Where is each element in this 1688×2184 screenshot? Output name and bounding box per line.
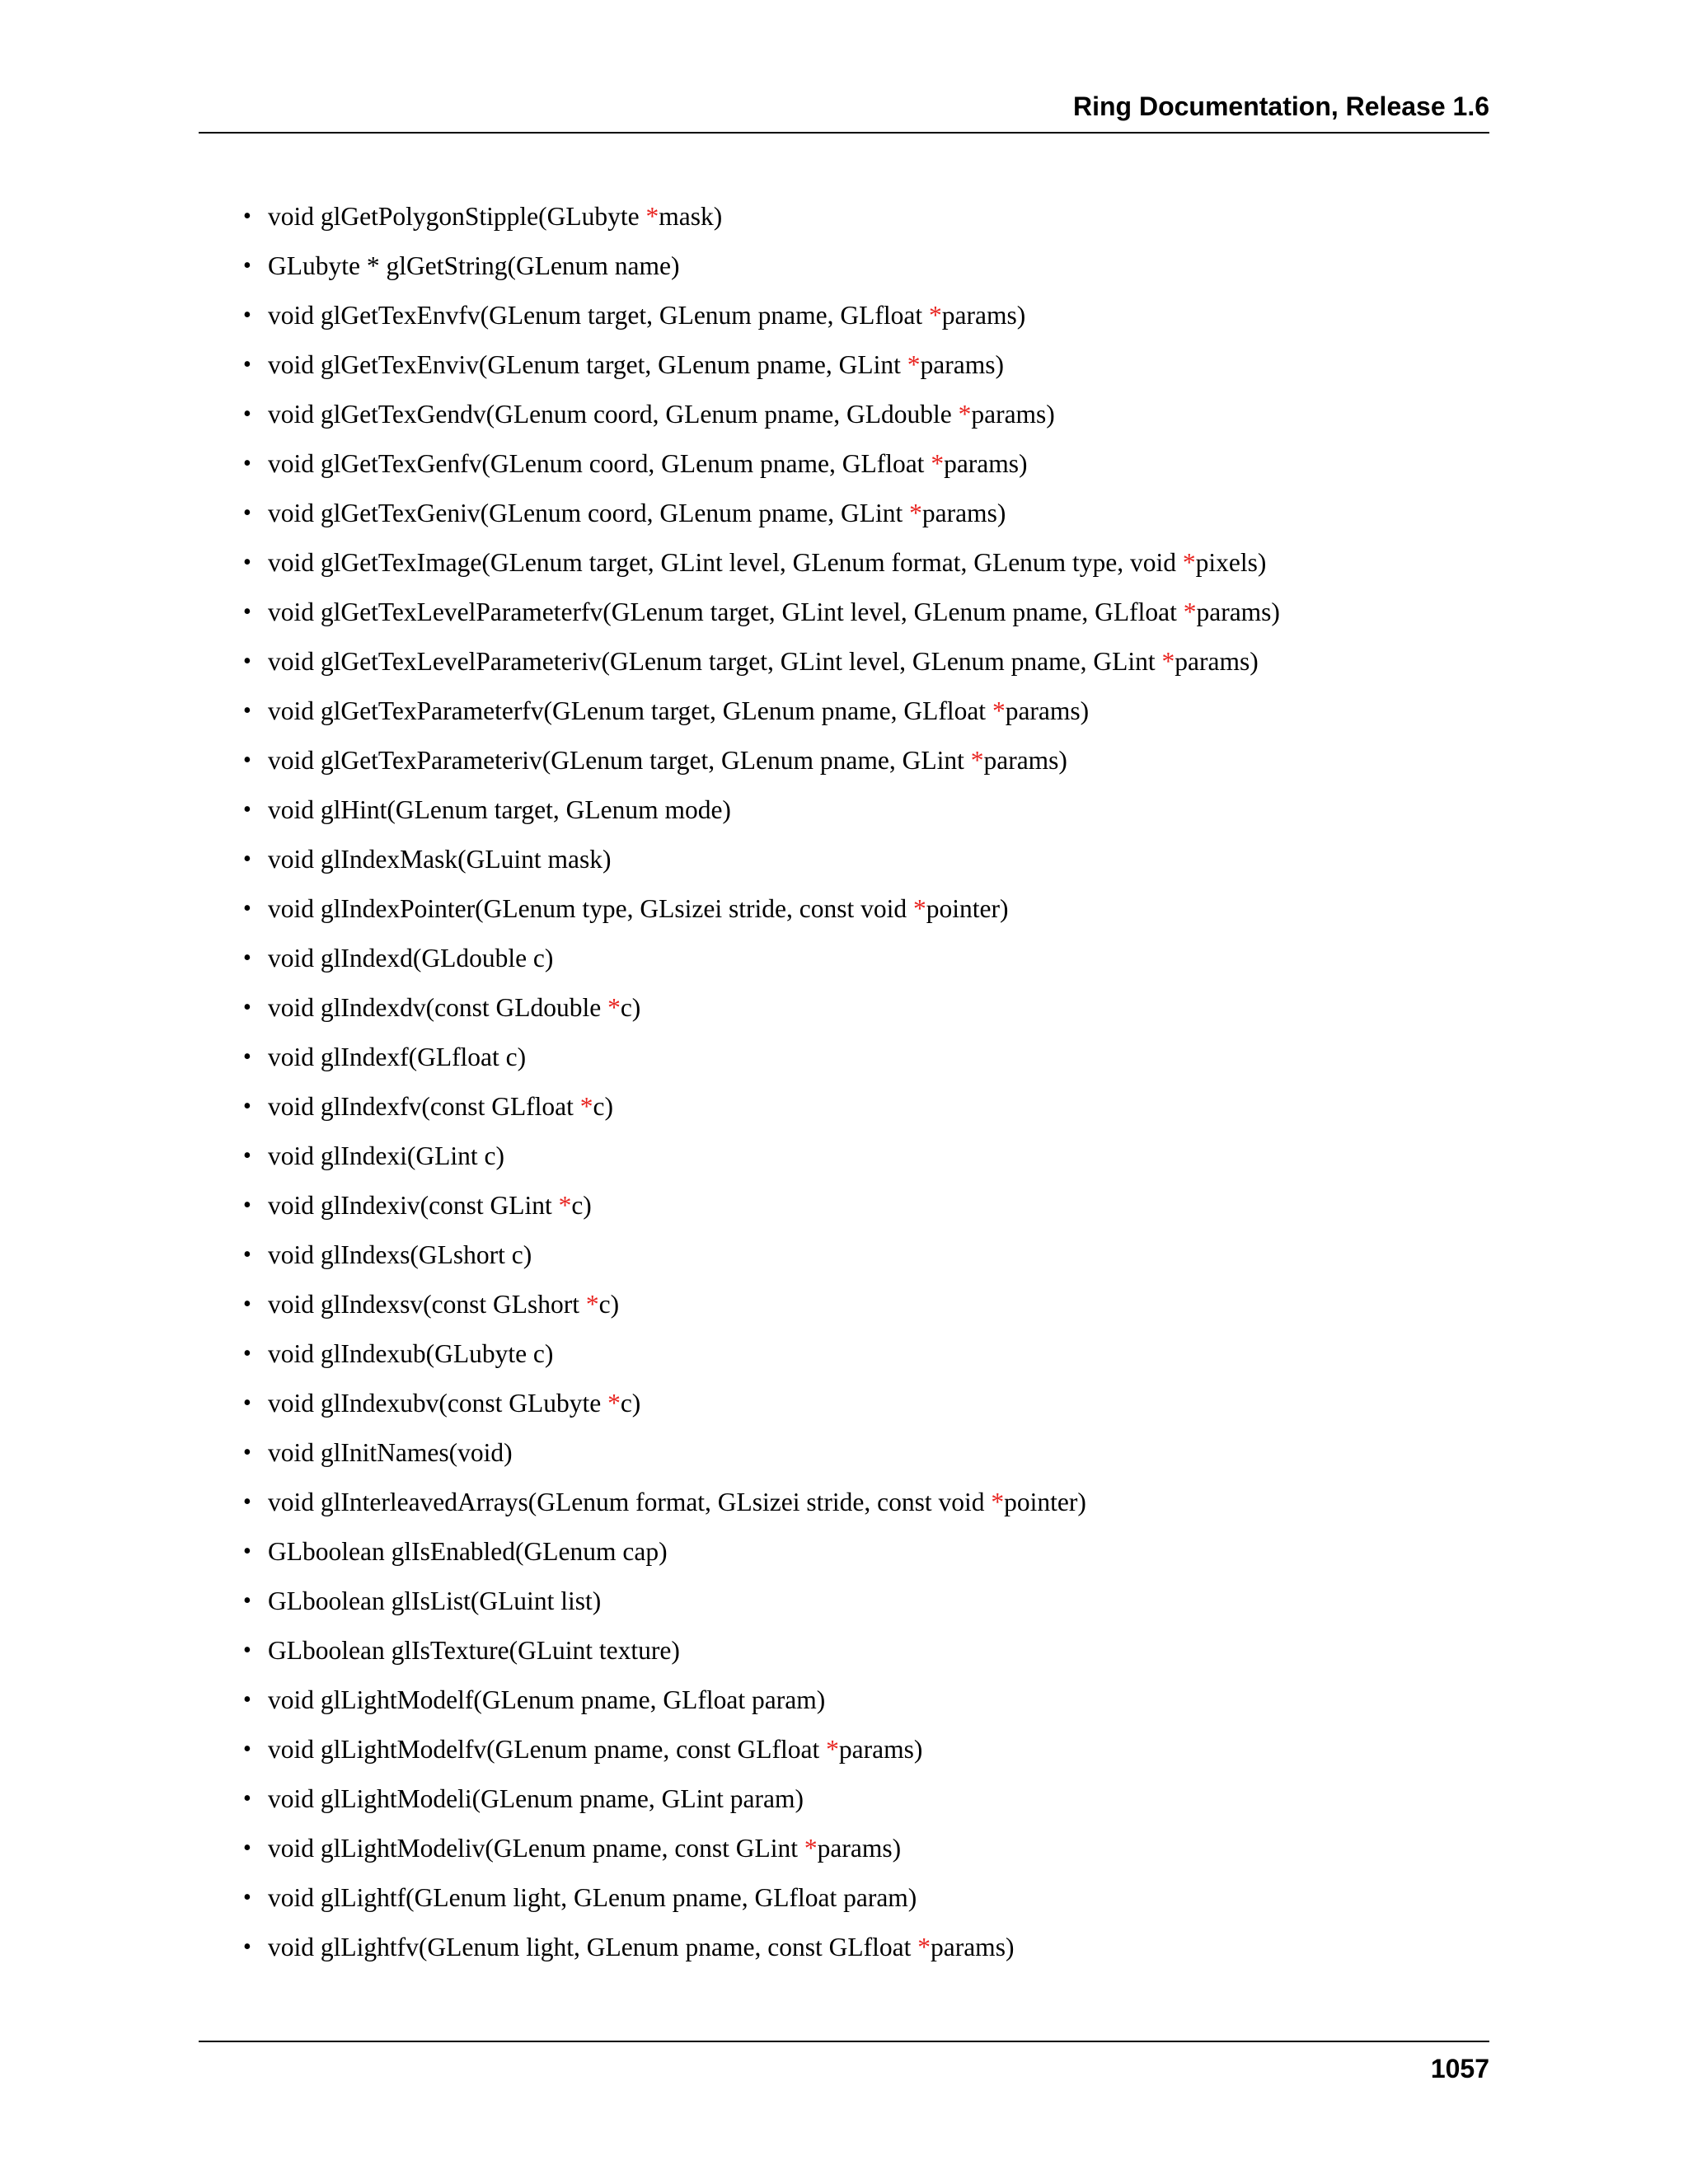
page-header xyxy=(199,91,1489,134)
bullet-icon: • xyxy=(243,1390,251,1416)
list-item xyxy=(243,446,1280,495)
function-parameter: pixels) xyxy=(1195,548,1267,577)
list-item xyxy=(243,1583,1280,1633)
bullet-icon: • xyxy=(243,1044,251,1070)
bullet-icon: • xyxy=(243,1143,251,1169)
page-number: 1057 xyxy=(1430,2054,1489,2083)
function-parameter: params) xyxy=(941,301,1026,330)
function-signature: GLboolean glIsEnabled(GLenum cap) xyxy=(268,1537,668,1566)
function-signature: void glIndexfv(const GLfloat xyxy=(268,1092,580,1121)
list-item xyxy=(243,1534,1280,1583)
bullet-icon: • xyxy=(243,1489,251,1515)
function-signature: void glIndexsv(const GLshort xyxy=(268,1290,586,1319)
pointer-asterisk: * xyxy=(917,1933,931,1961)
function-signature: void glGetTexGendv(GLenum coord, GLenum pname, GLdouble xyxy=(268,400,959,429)
function-parameter: params) xyxy=(944,449,1028,478)
bullet-icon: • xyxy=(243,1291,251,1317)
bullet-icon: • xyxy=(243,995,251,1020)
function-signature: void glLightModeliv(GLenum pname, const GLint xyxy=(268,1834,804,1863)
function-parameter: c) xyxy=(571,1191,592,1220)
bullet-icon: • xyxy=(243,500,251,526)
bullet-icon: • xyxy=(243,1687,251,1713)
bullet-icon: • xyxy=(243,1786,251,1811)
bullet-icon: • xyxy=(243,204,251,229)
list-item xyxy=(243,594,1280,644)
function-signature: GLboolean glIsTexture(GLuint texture) xyxy=(268,1636,680,1665)
list-item xyxy=(243,396,1280,446)
function-parameter: pointer) xyxy=(1004,1488,1086,1516)
function-parameter: c) xyxy=(593,1092,614,1121)
function-parameter: params) xyxy=(930,1933,1015,1961)
bullet-icon: • xyxy=(243,352,251,377)
pointer-asterisk: * xyxy=(585,1290,599,1319)
function-list xyxy=(243,199,1280,1979)
bullet-icon: • xyxy=(243,1588,251,1614)
function-signature: void glLightModelf(GLenum pname, GLfloat param) xyxy=(268,1685,826,1714)
list-item xyxy=(243,1138,1280,1188)
document-title: Ring Documentation, Release 1.6 xyxy=(1072,91,1489,121)
bullet-icon: • xyxy=(243,451,251,476)
function-parameter: params) xyxy=(983,746,1067,775)
function-signature: void glGetPolygonStipple(GLubyte xyxy=(268,202,646,231)
list-item xyxy=(243,248,1280,298)
function-parameter: c) xyxy=(598,1290,620,1319)
list-item xyxy=(243,1435,1280,1484)
pointer-asterisk: * xyxy=(907,350,921,379)
pointer-asterisk: * xyxy=(912,894,926,923)
list-item xyxy=(243,347,1280,396)
bullet-icon: • xyxy=(243,1440,251,1465)
list-item xyxy=(243,990,1280,1039)
bullet-icon: • xyxy=(243,1193,251,1218)
list-item xyxy=(243,1732,1280,1781)
bullet-icon: • xyxy=(243,1094,251,1119)
function-parameter: params) xyxy=(838,1735,923,1764)
function-signature: void glIndexdv(const GLdouble xyxy=(268,993,608,1022)
list-item xyxy=(243,1830,1280,1880)
list-item xyxy=(243,199,1280,248)
bullet-icon: • xyxy=(243,1242,251,1268)
list-item xyxy=(243,1237,1280,1286)
bullet-icon: • xyxy=(243,1835,251,1861)
function-parameter: params) xyxy=(1196,598,1280,626)
function-signature: void glGetTexImage(GLenum target, GLint level, GLenum format, GLenum type, void xyxy=(268,548,1183,577)
pointer-asterisk: * xyxy=(929,301,942,330)
function-signature: void glInitNames(void) xyxy=(268,1438,513,1467)
pointer-asterisk: * xyxy=(992,696,1006,725)
function-signature: void glGetTexLevelParameterfv(GLenum target, GLint level, GLenum pname, GLfloat xyxy=(268,598,1184,626)
bullet-icon: • xyxy=(243,550,251,575)
list-item xyxy=(243,1336,1280,1385)
function-signature: void glIndexMask(GLuint mask) xyxy=(268,845,612,874)
bullet-icon: • xyxy=(243,302,251,328)
function-signature: void glLightfv(GLenum light, GLenum pname, const GLfloat xyxy=(268,1933,918,1961)
list-item xyxy=(243,891,1280,940)
bullet-icon: • xyxy=(243,599,251,625)
list-item xyxy=(243,495,1280,545)
function-signature: GLubyte * glGetString(GLenum name) xyxy=(268,251,680,280)
bullet-icon: • xyxy=(243,253,251,279)
list-item xyxy=(243,792,1280,841)
function-parameter: params) xyxy=(1175,647,1259,676)
bullet-icon: • xyxy=(243,401,251,427)
pointer-asterisk: * xyxy=(970,746,984,775)
bullet-icon: • xyxy=(243,1934,251,1960)
pointer-asterisk: * xyxy=(645,202,659,231)
list-item xyxy=(243,1039,1280,1089)
list-item xyxy=(243,693,1280,743)
list-item xyxy=(243,545,1280,594)
function-signature: void glIndexd(GLdouble c) xyxy=(268,944,554,972)
pointer-asterisk: * xyxy=(579,1092,593,1121)
pointer-asterisk: * xyxy=(826,1735,839,1764)
function-signature: void glGetTexLevelParameteriv(GLenum target, GLint level, GLenum pname, GLint xyxy=(268,647,1162,676)
list-item xyxy=(243,1484,1280,1534)
function-signature: void glIndexub(GLubyte c) xyxy=(268,1339,554,1368)
bullet-icon: • xyxy=(243,698,251,724)
function-signature: void glIndexPointer(GLenum type, GLsizei stride, const void xyxy=(268,894,913,923)
bullet-icon: • xyxy=(243,1885,251,1910)
function-signature: void glLightModelfv(GLenum pname, const GLfloat xyxy=(268,1735,827,1764)
pointer-asterisk: * xyxy=(607,1389,621,1418)
pointer-asterisk: * xyxy=(909,499,922,527)
pointer-asterisk: * xyxy=(991,1488,1005,1516)
function-parameter: params) xyxy=(971,400,1055,429)
pointer-asterisk: * xyxy=(1182,548,1196,577)
list-item xyxy=(243,1089,1280,1138)
bullet-icon: • xyxy=(243,896,251,921)
list-item xyxy=(243,298,1280,347)
function-parameter: params) xyxy=(817,1834,902,1863)
pointer-asterisk: * xyxy=(607,993,621,1022)
function-signature: void glGetTexGeniv(GLenum coord, GLenum pname, GLint xyxy=(268,499,910,527)
function-signature: void glIndexi(GLint c) xyxy=(268,1141,504,1170)
function-parameter: params) xyxy=(1005,696,1090,725)
pointer-asterisk: * xyxy=(1183,598,1197,626)
list-item xyxy=(243,1781,1280,1830)
function-parameter: c) xyxy=(620,1389,641,1418)
page-footer xyxy=(199,2041,1489,2083)
function-parameter: params) xyxy=(921,499,1006,527)
pointer-asterisk: * xyxy=(558,1191,572,1220)
list-item xyxy=(243,940,1280,990)
function-signature: void glGetTexGenfv(GLenum coord, GLenum pname, GLfloat xyxy=(268,449,931,478)
list-item xyxy=(243,1682,1280,1732)
pointer-asterisk: * xyxy=(804,1834,818,1863)
function-parameter: mask) xyxy=(659,202,723,231)
bullet-icon: • xyxy=(243,1736,251,1762)
function-parameter: c) xyxy=(620,993,641,1022)
function-signature: void glHint(GLenum target, GLenum mode) xyxy=(268,795,731,824)
function-parameter: pointer) xyxy=(926,894,1009,923)
bullet-icon: • xyxy=(243,797,251,823)
function-signature: void glGetTexEnviv(GLenum target, GLenum pname, GLint xyxy=(268,350,907,379)
function-signature: void glLightModeli(GLenum pname, GLint param) xyxy=(268,1784,804,1813)
pointer-asterisk: * xyxy=(958,400,972,429)
bullet-icon: • xyxy=(243,1638,251,1663)
function-signature: void glIndexiv(const GLint xyxy=(268,1191,559,1220)
function-parameter: params) xyxy=(920,350,1004,379)
bullet-icon: • xyxy=(243,1539,251,1564)
function-signature: void glLightf(GLenum light, GLenum pname, GLfloat param) xyxy=(268,1883,917,1912)
pointer-asterisk: * xyxy=(1161,647,1175,676)
bullet-icon: • xyxy=(243,846,251,872)
bullet-icon: • xyxy=(243,945,251,971)
function-signature: void glInterleavedArrays(GLenum format, GLsizei stride, const void xyxy=(268,1488,992,1516)
function-signature: void glGetTexParameterfv(GLenum target, GLenum pname, GLfloat xyxy=(268,696,992,725)
function-signature: GLboolean glIsList(GLuint list) xyxy=(268,1586,602,1615)
function-signature: void glGetTexParameteriv(GLenum target, GLenum pname, GLint xyxy=(268,746,971,775)
list-item xyxy=(243,1188,1280,1237)
bullet-icon: • xyxy=(243,649,251,674)
list-item xyxy=(243,1633,1280,1682)
bullet-icon: • xyxy=(243,1341,251,1366)
list-item xyxy=(243,841,1280,891)
function-signature: void glIndexs(GLshort c) xyxy=(268,1240,532,1269)
function-signature: void glIndexf(GLfloat c) xyxy=(268,1043,527,1071)
list-item xyxy=(243,743,1280,792)
bullet-icon: • xyxy=(243,748,251,773)
list-item xyxy=(243,644,1280,693)
function-signature: void glIndexubv(const GLubyte xyxy=(268,1389,608,1418)
list-item xyxy=(243,1286,1280,1336)
list-item xyxy=(243,1929,1280,1979)
list-item xyxy=(243,1880,1280,1929)
list-item xyxy=(243,1385,1280,1435)
function-signature: void glGetTexEnvfv(GLenum target, GLenum pname, GLfloat xyxy=(268,301,929,330)
pointer-asterisk: * xyxy=(931,449,945,478)
